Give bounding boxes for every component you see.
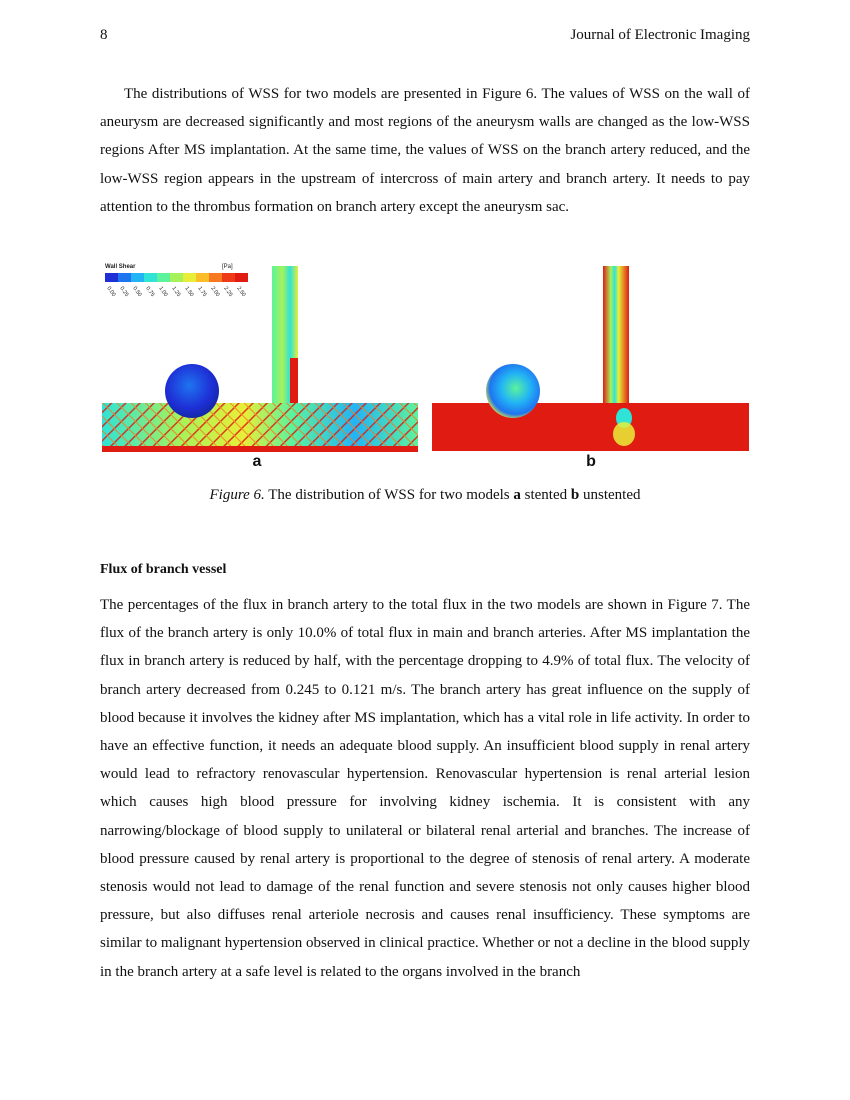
- figure-6: [100, 258, 750, 473]
- legend-swatch: [131, 273, 144, 282]
- legend-swatch: [144, 273, 157, 282]
- caption-bold-b: b: [570, 487, 580, 503]
- legend-swatch: [170, 273, 183, 282]
- page-header: [100, 27, 750, 47]
- legend-swatch: [105, 273, 118, 282]
- legend-tick-label: 0.00: [105, 285, 117, 298]
- paragraph-branch-flux: The percentages of the flux in branch artery to the total flux in the two models are shown in Figure 7. The flux of the branch artery is only 10.0% of total flux in main and branch arteries. After MS implantation the flux in branch artery is reduced by half, with the percentage dropping to 4.9% of total flux. The velocity of branch artery decreased from 0.245 to 0.121 m/s. The branch artery has great influence on the supply of blood because it involves the kidney after MS implantation, which has a vital role in life activity. In order to have an effective function, it needs an adequate blood supply. An insufficient blood supply in renal artery would lead to refractory renovascular hypertension. Renovascular hypertension is renal arterial lesion which causes high blood pressure for involving kidney ischemia. It is consistent with any narrowing/blockage of blood supply to unilateral or bilateral renal arterial and branches. The increase of blood pressure caused by renal artery is proportional to the degree of stenosis of renal artery. A moderate stenosis would not lead to damage of the renal function and severe stenosis not only causes higher blood pressure, but also diffuses renal arteriole necrosis and causes renal insufficiency. These symptoms are similar to malignant hypertension observed in clinical practice. Whether or not a decline in the blood supply in the branch artery at a safe level is related to the organs involved in the branch: [100, 597, 750, 980]
- legend-swatch: [183, 273, 196, 282]
- panel-a-label: a: [252, 453, 262, 470]
- caption-text-3: unstented: [579, 487, 641, 503]
- paragraph-wss-distribution: The distributions of WSS for two models are presented in Figure 6. The values of WSS on the wall of aneurysm are decreased significantly and most regions of the aneurysm walls are changed as the low-WSS regions After MS implantation. At the same time, the values of WSS on the branch artery reduced, and the low-WSS region appears in the upstream of intercross of main artery and branch artery. It needs to pay attention to the thrombus formation on branch artery except the aneurysm sac.: [100, 86, 750, 215]
- legend-tick-label: 2.25: [222, 285, 234, 298]
- legend-tick-label: 2.50: [235, 285, 247, 298]
- caption-text-1: The distribution of WSS for two models: [264, 487, 514, 503]
- panel-a-model: [102, 266, 418, 470]
- legend-swatch: [222, 273, 235, 282]
- legend-swatch: [118, 273, 131, 282]
- caption-text-2: stented: [520, 487, 571, 503]
- legend-tick-label: 0.75: [144, 285, 156, 298]
- panel-b-model: [432, 266, 749, 470]
- legend-tick-label: 0.25: [118, 285, 130, 298]
- legend-tick-label: 2.00: [209, 285, 221, 298]
- panel-b-aneurysm: [486, 364, 540, 418]
- figure-caption: [100, 487, 750, 504]
- legend-colorbar: [105, 273, 248, 282]
- page-number: 8: [100, 27, 108, 43]
- legend-ticks: [105, 286, 246, 298]
- panel-b-main-artery: [432, 403, 749, 451]
- legend-title: Wall Shear: [105, 264, 136, 270]
- panel-b-branch-artery: [603, 266, 629, 406]
- journal-title: Journal of Electronic Imaging: [570, 27, 750, 43]
- legend-tick-label: 1.25: [170, 285, 182, 298]
- panel-a-aneurysm: [165, 364, 219, 418]
- legend-swatch: [209, 273, 222, 282]
- caption-bold-a: a: [513, 487, 521, 503]
- legend-swatch: [196, 273, 209, 282]
- caption-figure-ref: Figure 6.: [209, 487, 265, 503]
- legend-swatch: [157, 273, 170, 282]
- wss-legend: [105, 264, 248, 298]
- legend-unit: [Pa]: [222, 264, 233, 270]
- legend-tick-label: 1.75: [196, 285, 208, 298]
- legend-tick-label: 0.50: [131, 285, 143, 298]
- section-title: Flux of branch vessel: [100, 562, 227, 577]
- legend-swatch: [235, 273, 248, 282]
- legend-tick-label: 1.00: [157, 285, 169, 298]
- panel-b-label: b: [586, 453, 596, 470]
- legend-tick-label: 1.50: [183, 285, 195, 298]
- figure-6-image: [100, 258, 750, 473]
